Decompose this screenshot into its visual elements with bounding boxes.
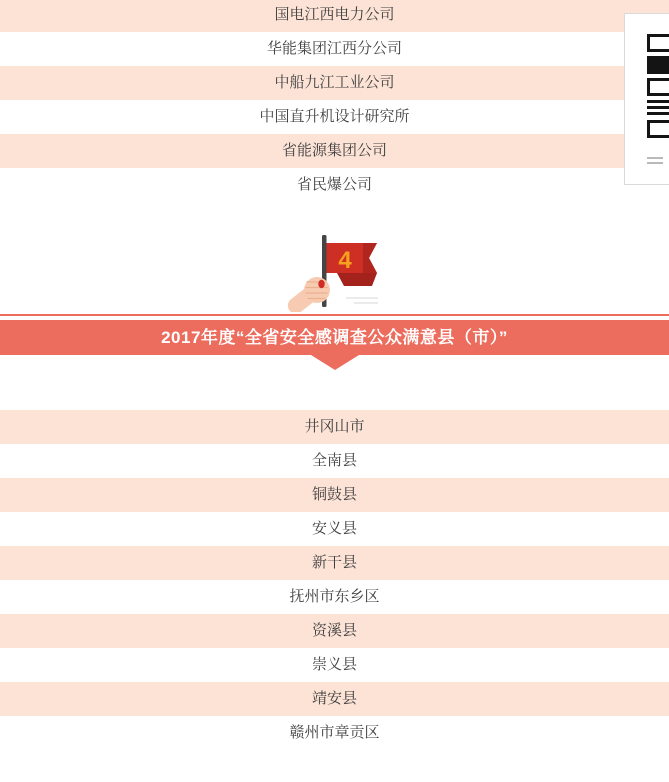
watermark-mark: [333, 295, 378, 307]
list-item: 华能集团江西分公司: [266, 40, 402, 57]
list-item: 省民爆公司: [296, 176, 372, 193]
glyph-fragment-icon: [647, 120, 669, 138]
list-item: 全南县: [311, 452, 357, 469]
cropped-glyph-panel-icon: [647, 34, 669, 142]
glyph-fragment-icon: [647, 100, 669, 116]
top-list: [0, 0, 669, 202]
list-item: 新干县: [0, 546, 669, 580]
bottom-list: [0, 410, 669, 750]
list-item: 资溪县: [0, 614, 669, 648]
glyph-fragment-icon: [647, 78, 669, 96]
list-item: 铜鼓县: [0, 478, 669, 512]
list-item: 国电江西电力公司: [0, 0, 669, 32]
list-item: 靖安县: [0, 682, 669, 716]
list-item: 中船九江工业公司: [0, 66, 669, 100]
section-divider: [0, 314, 669, 316]
list-item: 省能源集团公司: [0, 134, 669, 168]
flag-number: 4: [338, 247, 352, 274]
list-item: 中国直升机设计研究所: [259, 108, 410, 125]
floating-side-widget[interactable]: [624, 13, 669, 185]
list-item: 赣州市章贡区: [289, 724, 380, 741]
list-item: 安义县: [311, 520, 357, 537]
list-item: 抚州市东乡区: [289, 588, 380, 605]
glyph-fragment-icon: [647, 56, 669, 74]
banner-arrow-down-icon: [311, 355, 359, 370]
section-banner: [0, 320, 669, 355]
section-title: 2017年度“全省安全感调查公众满意县（市）”: [161, 328, 508, 347]
list-item: 崇义县: [311, 656, 357, 673]
widget-caption-fragment: [647, 157, 663, 165]
list-item: 井冈山市: [0, 410, 669, 444]
glyph-fragment-icon: [647, 34, 669, 52]
